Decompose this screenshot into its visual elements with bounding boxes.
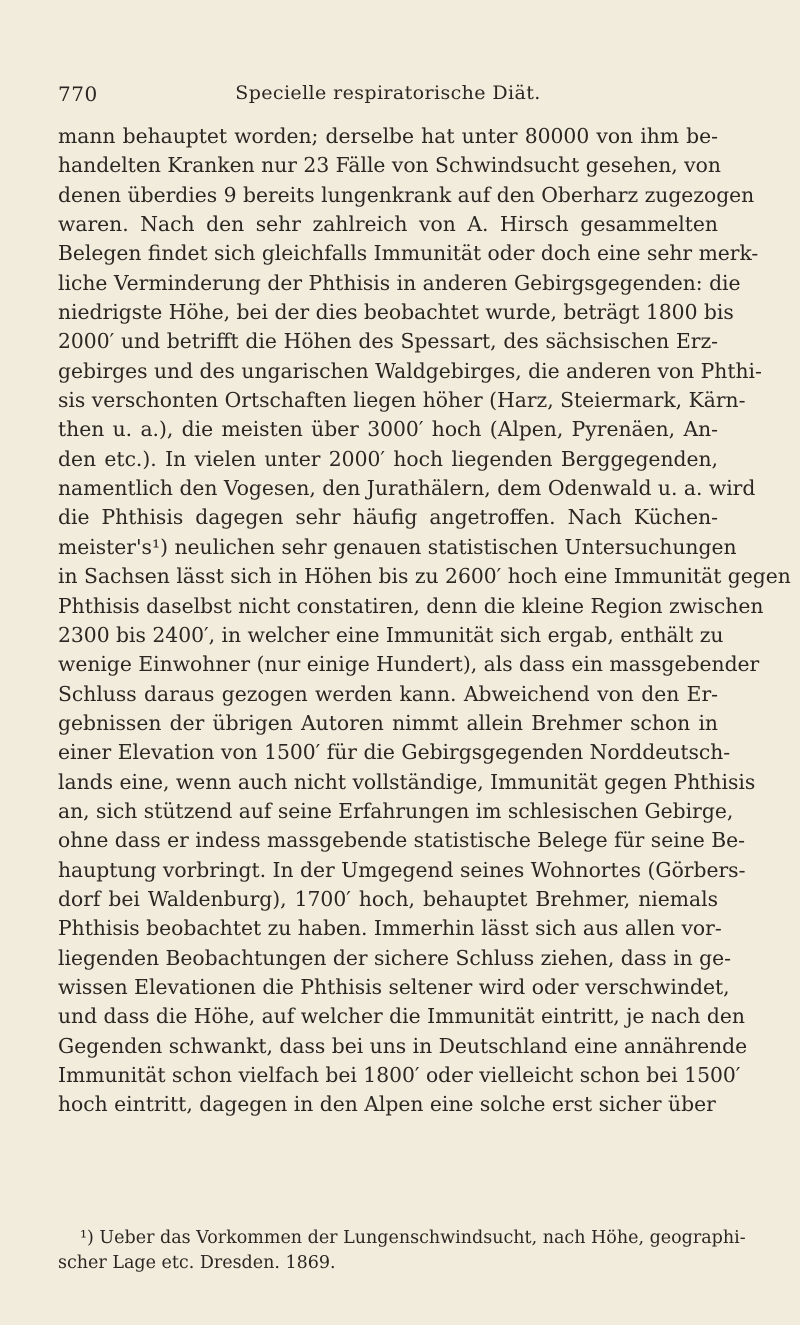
text-line: denen überdies 9 bereits lungenkrank auf den Oberharz zugezogen	[58, 182, 755, 207]
text-line: lands eine, wenn auch nicht vollständige, Immunität gegen Phthisis	[58, 769, 756, 794]
footnote	[58, 1226, 746, 1275]
text-line: Phthisis daselbst nicht constatiren, denn die kleine Region zwischen	[58, 593, 764, 618]
footnote-line: scher Lage etc. Dresden. 1869.	[58, 1252, 336, 1273]
text-line: sis verschonten Ortschaften liegen höher (Harz, Steiermark, Kärn-	[58, 388, 746, 413]
page-number: 770	[58, 82, 98, 106]
text-line: und dass die Höhe, auf welcher die Immunität eintritt, je nach den	[58, 1004, 745, 1029]
text-line: gebirges und des ungarischen Waldgebirges, die anderen von Phthi-	[58, 358, 762, 383]
text-line: ohne dass er indess massgebende statistische Belege für seine Be-	[58, 828, 745, 853]
text-line: in Sachsen lässt sich in Höhen bis zu 2600′ hoch eine Immunität gegen	[58, 564, 791, 589]
text-line: namentlich den Vogesen, den Jurathälern, dem Odenwald u. a. wird	[58, 476, 756, 501]
text-line: waren. Nach den sehr zahlreich von A. Hirsch gesammelten	[58, 212, 718, 237]
text-line: handelten Kranken nur 23 Fälle von Schwindsucht gesehen, von	[58, 153, 721, 178]
text-line: Belegen findet sich gleichfalls Immunität oder doch eine sehr merk-	[58, 241, 759, 266]
text-line: hoch eintritt, dagegen in den Alpen eine solche erst sicher über	[58, 1092, 716, 1117]
text-line: 2300 bis 2400′, in welcher eine Immunität sich ergab, enthält zu	[58, 622, 724, 647]
text-line: Schluss daraus gezogen werden kann. Abweichend von den Er-	[58, 681, 718, 706]
text-line: meister's¹) neulichen sehr genauen statistischen Untersuchungen	[58, 534, 737, 559]
text-line: Immunität schon vielfach bei 1800′ oder vielleicht schon bei 1500′	[58, 1063, 741, 1087]
page-header	[58, 82, 718, 112]
text-line: gebnissen der übrigen Autoren nimmt allein Brehmer schon in	[58, 710, 718, 735]
text-line: niedrigste Höhe, bei der dies beobachtet wurde, beträgt 1800 bis	[58, 300, 734, 325]
text-line: den etc.). In vielen unter 2000′ hoch liegenden Berggegenden,	[58, 446, 718, 471]
text-line: Gegenden schwankt, dass bei uns in Deutschland eine annährende	[58, 1033, 748, 1058]
text-line: Phthisis beobachtet zu haben. Immerhin lässt sich aus allen vor-	[58, 916, 722, 941]
footnote-line: ¹) Ueber das Vorkommen der Lungenschwindsucht, nach Höhe, geographi-	[80, 1228, 746, 1248]
text-line: wenige Einwohner (nur einige Hundert), als dass ein massgebender	[58, 652, 760, 677]
text-line: liegenden Beobachtungen der sichere Schluss ziehen, dass in ge-	[58, 945, 731, 970]
body-text	[58, 122, 791, 1120]
text-line: an, sich stützend auf seine Erfahrungen im schlesischen Gebirge,	[58, 798, 734, 823]
text-line: hauptung vorbringt. In der Umgegend seines Wohnortes (Görbers-	[58, 857, 746, 882]
text-line: dorf bei Waldenburg), 1700′ hoch, behauptet Brehmer, niemals	[58, 886, 718, 911]
running-title: Specielle respiratorische Diät.	[235, 82, 541, 104]
text-line: 2000′ und betrifft die Höhen des Spessart, des sächsischen Erz-	[58, 329, 718, 354]
text-line: wissen Elevationen die Phthisis seltener wird oder verschwindet,	[58, 974, 730, 999]
text-line: mann behauptet worden; derselbe hat unter 80000 von ihm be-	[58, 124, 718, 148]
text-line: then u. a.), die meisten über 3000′ hoch (Alpen, Pyrenäen, An-	[58, 417, 718, 442]
text-line: die Phthisis dagegen sehr häufig angetroffen. Nach Küchen-	[58, 505, 718, 530]
text-line: einer Elevation von 1500′ für die Gebirgsgegenden Norddeutsch-	[58, 740, 731, 765]
text-line: liche Verminderung der Phthisis in anderen Gebirgsgegenden: die	[58, 270, 741, 295]
